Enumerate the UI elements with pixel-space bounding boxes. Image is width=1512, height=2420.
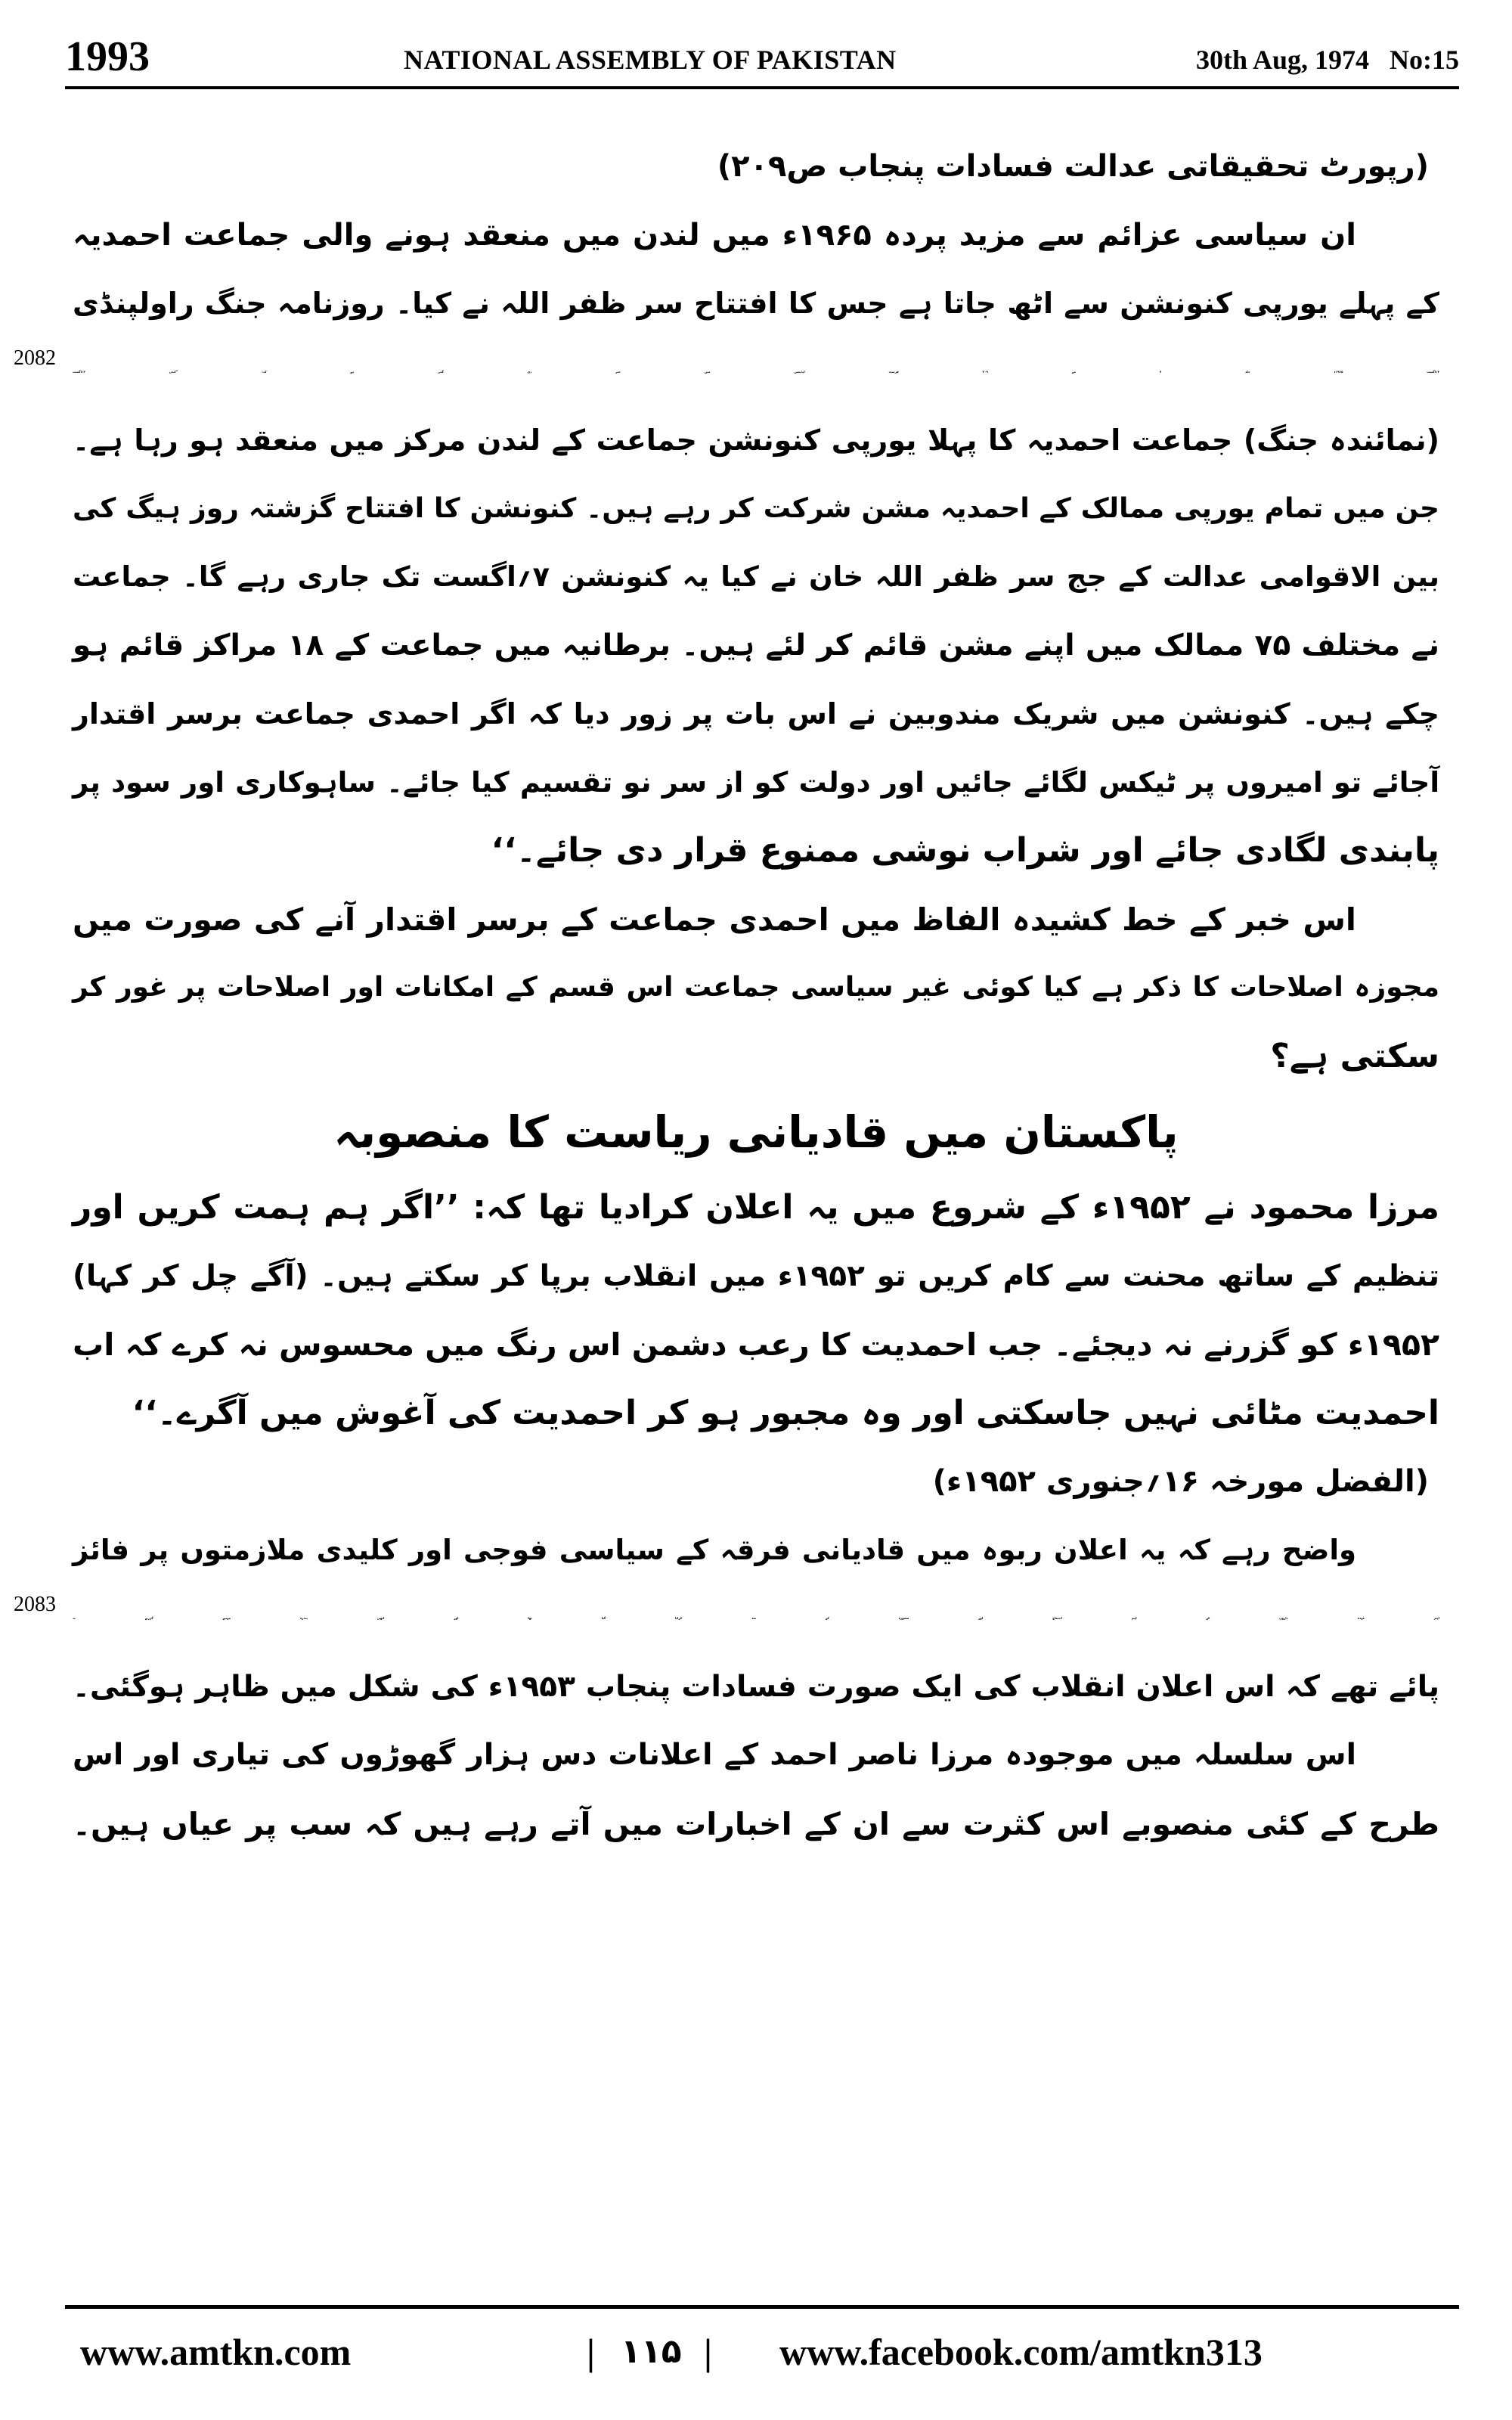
footer-separator: | bbox=[587, 2331, 596, 2373]
facebook-link[interactable]: www.facebook.com/amtkn313 bbox=[779, 2331, 1263, 2373]
text-line: (نمائندہ جنگ) جماعت احمدیہ کا پہلا یورپی کنونشن جماعت کے لندن مرکز میں منعقد ہو رہا ہے۔ bbox=[73, 424, 1439, 457]
text-line: ان سیاسی عزائم سے مزید پردہ ۱۹۶۵ء میں لندن میں منعقد ہونے والی جماعت احمدیہ bbox=[73, 217, 1356, 253]
page-number: 1993 bbox=[65, 33, 150, 80]
footnote-marker: 2083 bbox=[14, 1593, 56, 1616]
text-line: پابندی لگادی جائے اور شراب نوشی ممنوع قرار دی جائے۔‘‘ bbox=[491, 831, 1439, 870]
text-line: کے پہلے یورپی کنونشن سے اٹھ جاتا ہے جس کا افتتاح سر ظفر اللہ نے کیا۔ روزنامہ جنگ راولپنڈی bbox=[73, 287, 1439, 320]
text-line: بین الاقوامی عدالت کے جج سر ظفر اللہ خان نے کیا یہ کنونشن ۷؍اگست تک جاری رہے گا۔ جماعت bbox=[73, 560, 1439, 593]
text-line: اس سلسلہ میں موجودہ مرزا ناصر احمد کے اعلانات دس ہزار گھوڑوں کی تیاری اور اس bbox=[73, 1738, 1356, 1772]
text-line: نے مختلف ۷۵ ممالک میں اپنے مشن قائم کر لئے ہیں۔ برطانیہ میں جماعت کے ۱۸ مراکز قائم ہو bbox=[73, 628, 1439, 662]
page-footer bbox=[65, 2318, 1459, 2386]
text-line: اس خبر کے خط کشیدہ الفاظ میں احمدی جماعت کے برسر اقتدار آنے کی صورت میں bbox=[73, 901, 1356, 938]
text-line: مرزا محمود نے ۱۹۵۲ء کے شروع میں یہ اعلان کرادیا تھا کہ: ’’اگر ہم ہمت کریں اور bbox=[73, 1188, 1439, 1227]
reference-line: (الفضل مورخہ ۱۶؍جنوری ۱۹۵۲ء) bbox=[932, 1464, 1429, 1499]
text-line: تنظیم کے ساتھ محنت سے کام کریں تو ۱۹۵۲ء میں انقلاب برپا کر سکتے ہیں۔ (آگے چل کر کہا) bbox=[73, 1258, 1439, 1293]
session-date-number: 30th Aug, 1974 No:15 bbox=[1195, 45, 1459, 75]
page-header bbox=[65, 30, 1459, 83]
text-line: واضح رہے کہ یہ اعلان ربوہ میں قادیانی فرقہ کے سیاسی فوجی اور کلیدی ملازمتوں پر فائز bbox=[73, 1533, 1356, 1566]
text-line: جن میں تمام یورپی ممالک کے احمدیہ مشن شرکت کر رہے ہیں۔ کنونشن کا افتتاح گزشتہ روز ہیگ کی bbox=[73, 492, 1439, 524]
text-line-content: ۴؍اگست ۱۹۶۵ء جلد ۷ ص ۳۰۹ فرسٹ ایڈیشن میں خبر دی گئی ہے کہ: ’’لندن ۳؍اگست bbox=[73, 369, 1439, 374]
urdu-body bbox=[14, 132, 1440, 1858]
header-rule bbox=[65, 86, 1459, 89]
section-heading: پاکستان میں قادیانی ریاست کا منصوبہ bbox=[333, 1106, 1179, 1158]
text-line: طرح کے کئی منصوبے اس کثرت سے ان کے اخبارات میں آتے رہے ہیں کہ سب پر عیاں ہیں۔ bbox=[73, 1805, 1439, 1842]
text-line: احمدیت مٹائی نہیں جاسکتی اور وہ مجبور ہو کر احمدیت کی آغوش میں آگرے۔‘‘ bbox=[132, 1393, 1439, 1432]
assembly-title: NATIONAL ASSEMBLY OF PAKISTAN bbox=[404, 45, 897, 75]
text-line: سکتی ہے؟ bbox=[1270, 1036, 1439, 1075]
text-line: ۱۹۵۲ء کو گزرنے نہ دیجئے۔ جب احمدیت کا رعب دشمن اس رنگ میں محسوس نہ کرے کہ اب bbox=[73, 1326, 1439, 1363]
reference-line: (رپورٹ تحقیقاتی عدالت فسادات پنجاب ص۲۰۹) bbox=[717, 149, 1429, 184]
footer-rule bbox=[65, 2305, 1459, 2309]
website-link[interactable]: www.amtkn.com bbox=[80, 2331, 352, 2373]
text-line: پائے تھے کہ اس اعلان انقلاب کی ایک صورت فسادات پنجاب ۱۹۵۳ء کی شکل میں ظاہر ہوگئی۔ bbox=[73, 1669, 1440, 1704]
footer-separator: | bbox=[704, 2331, 713, 2373]
text-line-with-footnote bbox=[14, 338, 1439, 407]
text-line: چکے ہیں۔ کنونشن میں شریک مندوبین نے اس بات پر زور دیا کہ اگر احمدی جماعت برسر اقتدار bbox=[73, 697, 1439, 731]
book-page-number: ۱۱۵ bbox=[621, 2332, 682, 2371]
text-line-content: اہم عہدہ داروں کے اہم اجتماع اور مشورہ کے بعد کرایا گیا تھا اور ابھی پندرہ مہینے گزرنے نہ bbox=[73, 1616, 1439, 1620]
footnote-marker: 2082 bbox=[14, 346, 56, 370]
text-line: آجائے تو امیروں پر ٹیکس لگائے جائیں اور دولت کو از سر نو تقسیم کیا جائے۔ ساہوکاری اور سود پر bbox=[73, 765, 1439, 799]
text-line: مجوزہ اصلاحات کا ذکر ہے کیا کوئی غیر سیاسی جماعت اس قسم کے امکانات اور اصلاحات پر غور کر bbox=[73, 972, 1439, 1003]
text-line-with-footnote bbox=[14, 1584, 1439, 1653]
